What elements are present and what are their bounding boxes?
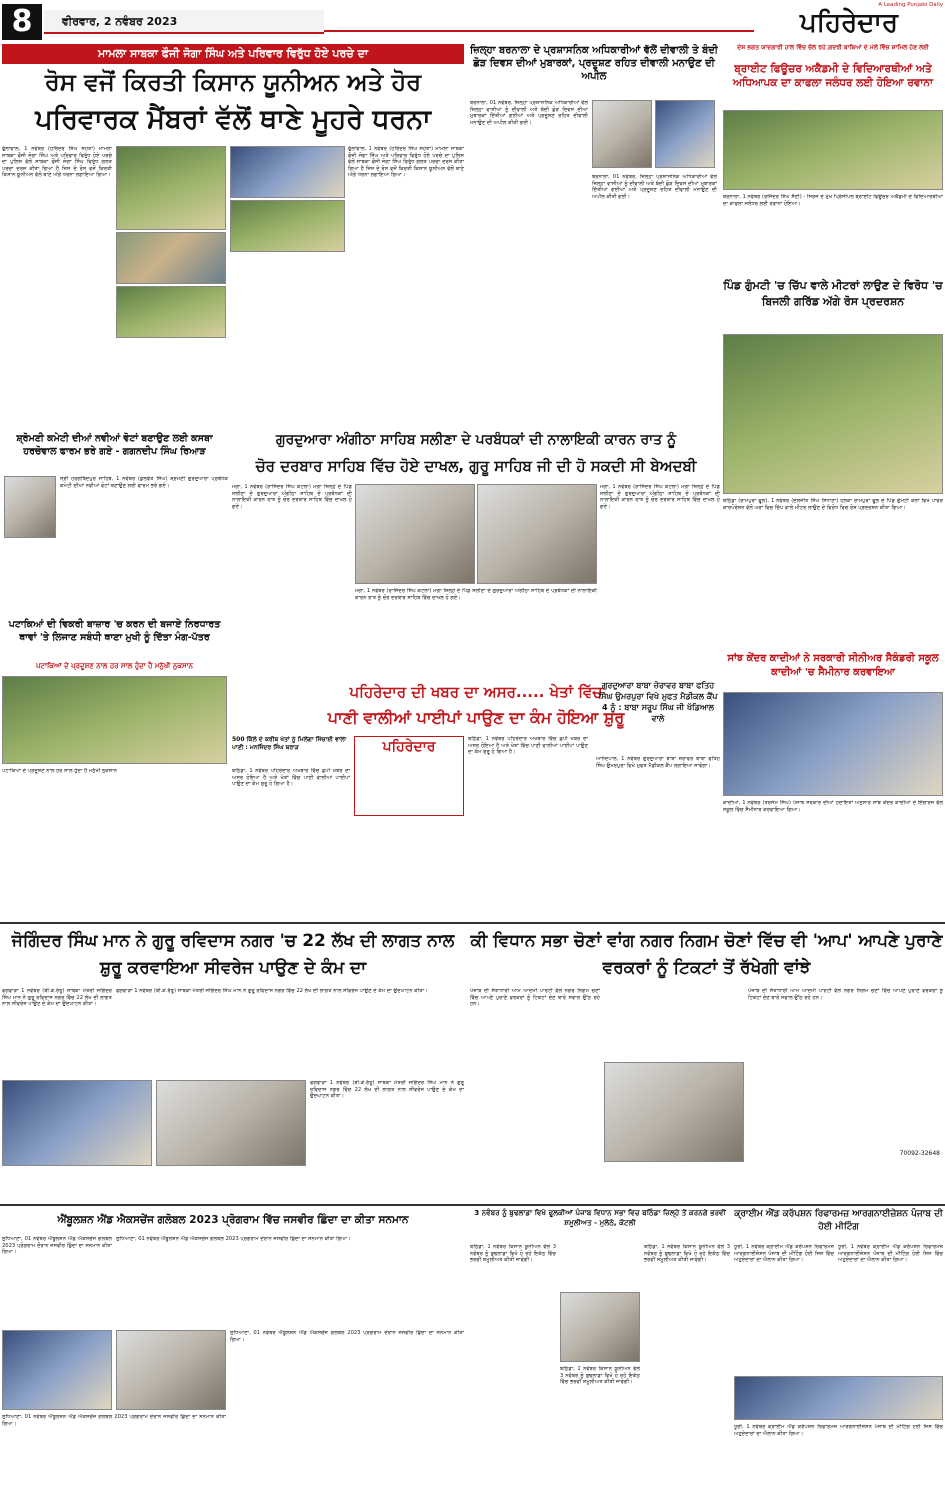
lead-photo-2 [116, 232, 226, 284]
crackers-subhead: ਪਟਾਕਿਆਂ ਦੇ ਪ੍ਰਦੂਸ਼ਣ ਨਾਲ ਹਰ ਸਾਲ ਹੁੰਦਾ ਹੈ ਮਨੁੱਖੀ ਨੁਕਸਾਨ [35, 662, 194, 670]
jaginder-photo-1 [2, 1080, 152, 1166]
aap-headline: ਕੀ ਵਿਧਾਨ ਸਭਾ ਚੋਣਾਂ ਵਾਂਗ ਨਗਰ ਨਿਗਮ ਚੋਣਾਂ ਵਿੱਚ ਵੀ 'ਆਪ' ਆਪਣੇ ਪੁਰਾਣੇ ਵਰਕਰਾਂ ਨੂੰ ਟਿਕਟਾਂ ਤੋਂ ਰੱਖੇਗੀ ਵਾਂਝੇ [470, 931, 943, 978]
page-number-text: 8 [11, 4, 33, 39]
jaginder-body: ਫਗਵਾੜਾ 1 ਨਵੰਬਰ (ਬੀ.ਕੇ.ਰੱਤੂ) ਸਾਬਕਾ ਮੰਤਰੀ ਜੋਗਿੰਦਰ ਸਿੰਘ ਮਾਨ ਨੇ ਗੁਰੂ ਰਵਿਦਾਸ ਨਗਰ ਵਿੱਚ 22 ਲੱਖ ਦੀ ਲਾਗਤ ਨਾਲ ਸੀਵਰੇਜ ਪਾਉਣ ਦੇ ਕੰਮ ਦਾ ਉਦਘਾਟਨ ਕੀਤਾ। [2, 988, 112, 1008]
crackers-photo [2, 676, 227, 764]
seminar-headline: ਸਾਂਝ ਕੇਂਦਰ ਕਾਦੀਆਂ ਨੇ ਸਰਕਾਰੀ ਸੀਨੀਅਰ ਸੈਕੰਡਰੀ ਸਕੂਲ ਕਾਦੀਆਂ 'ਚ ਸੈਮੀਨਾਰ ਕਰਵਾਇਆ [727, 653, 939, 678]
officer-photo-2 [655, 100, 715, 168]
lead-headline-1: ਰੋਸ ਵਜੋਂ ਕਿਰਤੀ ਕਿਸਾਨ ਯੂਨੀਅਨ ਅਤੇ ਹੋਰ [44, 68, 422, 96]
lead-photo-5 [230, 200, 345, 252]
aap-body-2: ਪੰਜਾਬ ਦੀ ਸੱਤਾਧਾਰੀ ਆਮ ਆਦਮੀ ਪਾਰਟੀ ਵੱਲੋਂ ਨਗਰ ਨਿਗਮ ਚੋਣਾਂ ਵਿੱਚ ਆਪਣੇ ਪੁਰਾਣੇ ਵਰਕਰਾਂ ਨੂੰ ਟਿਕਟਾਂ ਦੇਣ ਬਾਰੇ ਸਵਾਲ ਉੱਠ ਰਹੇ ਹਨ। [748, 988, 943, 1001]
paper-name: ਪਹਿਰੇਦਾਰ [800, 8, 898, 38]
camp-headline: ਗੁਰਦੁਆਰਾ ਬਾਬਾ ਜ਼ੋਰਾਵਰ ਬਾਬਾ ਫਤਿਹ ਸਿੰਘ ਉਮਰਪੁਰਾ ਵਿਖੇ ਮੁਫਤ ਮੈਡੀਕਲ ਕੈਂਪ 4 ਨੂੰ : ਬਾਬਾ ਸਰੂਪ ਸਿੰਘ ਜੀ ਖੱਡਿਆਲ ਵਾਲੇ [598, 681, 718, 723]
aap-body: ਪੰਜਾਬ ਦੀ ਸੱਤਾਧਾਰੀ ਆਮ ਆਦਮੀ ਪਾਰਟੀ ਵੱਲੋਂ ਨਗਰ ਨਿਗਮ ਚੋਣਾਂ ਵਿੱਚ ਆਪਣੇ ਪੁਰਾਣੇ ਵਰਕਰਾਂ ਨੂੰ ਟਿਕਟਾਂ ਦੇਣ ਬਾਰੇ ਸਵਾਲ ਉੱਠ ਰਹੇ ਹਨ। [470, 988, 600, 1008]
ambulance-photo-1 [2, 1330, 112, 1410]
lead-photo-4 [230, 146, 345, 198]
gurdwara-headline-1: ਗੁਰਦੁਆਰਾ ਅੰਗੀਠਾ ਸਾਹਿਬ ਸਲੀਣਾ ਦੇ ਪਰਬੰਧਕਾਂ ਦੀ ਨਾਲਾਇਕੀ ਕਾਰਨ ਰਾਤ ਨੂੰ [275, 432, 677, 448]
flyer-title: ਪਹਿਰੇਦਾਰ [382, 739, 436, 755]
lead-body-1: ਫੁੱਲਾਂਵਾਲ, 1 ਨਵੰਬਰ (ਹਰਿੰਦਰ ਸਿੰਘ ਸਹੋਤਾ) ਮਾਮਲਾ ਸਾਬਕਾ ਫੌਜੀ ਜੋਗਾ ਸਿੰਘ ਅਤੇ ਪਰਿਵਾਰ ਵਿਰੁੱਧ ਹੋਏ ਪਰਚੇ ਦਾ ਪੁਲਿਸ ਵੱਲੋਂ ਸਾਬਕਾ ਫੌਜੀ ਜੋਗਾ ਸਿੰਘ ਵਿਰੁੱਧ ਗਲਤ ਪਰਚਾ ਦਰਜ ਕੀਤਾ ਗਿਆ ਹੈ ਜਿਸ ਦੇ ਰੋਸ ਵਜੋਂ ਕਿਰਤੀ ਕਿਸਾਨ ਯੂਨੀਅਨ ਵੱਲੋਂ ਥਾਣੇ ਅੱਗੇ ਧਰਨਾ ਲਗਾਇਆ ਗਿਆ। [2, 146, 112, 179]
dateline: ਵੀਰਵਾਰ, 2 ਨਵੰਬਰ 2023 [62, 15, 178, 28]
protest-body: ਬਠਿੰਡਾ (ਰਾਮਪੁਰਾ ਫੂਲ), 1 ਨਵੰਬਰ (ਦਲਜੀਤ ਸਿੰਘ ਸਿਧਾਣਾ) ਹਲਕਾ ਰਾਮਪੁਰਾ ਫੂਲ ਦੇ ਪਿੰਡ ਗੁੰਮਟੀ ਕਲਾਂ ਵਿਖੇ ਪਾਵਰ ਕਾਰਪੋਰੇਸ਼ਨ ਵੱਲੋਂ ਘਰਾਂ ਵਿਚ ਚਿੱਪ ਵਾਲੇ ਮੀਟਰ ਲਾਉਣ ਦੇ ਵਿਰੋਧ ਵਿਚ ਰੋਸ ਪ੍ਰਦਰਸ਼ਨ ਕੀਤਾ ਗਿਆ। [723, 498, 943, 511]
ambulance-headline: ਐਂਬੂਲਸ਼ਨ ਐਂਡ ਐਕਸਚੇਂਜ ਗਲੋਬਲ 2023 ਪ੍ਰੋਗਰਾਮ ਵਿੱਚ ਜਸਵੀਰ ਛਿੰਦਾ ਦਾ ਕੀਤਾ ਸਨਮਾਨ [57, 1214, 409, 1226]
lead-body-2: ਫੁੱਲਾਂਵਾਲ, 1 ਨਵੰਬਰ (ਹਰਿੰਦਰ ਸਿੰਘ ਸਹੋਤਾ) ਮਾਮਲਾ ਸਾਬਕਾ ਫੌਜੀ ਜੋਗਾ ਸਿੰਘ ਅਤੇ ਪਰਿਵਾਰ ਵਿਰੁੱਧ ਹੋਏ ਪਰਚੇ ਦਾ ਪੁਲਿਸ ਵੱਲੋਂ ਸਾਬਕਾ ਫੌਜੀ ਜੋਗਾ ਸਿੰਘ ਵਿਰੁੱਧ ਗਲਤ ਪਰਚਾ ਦਰਜ ਕੀਤਾ ਗਿਆ ਹੈ ਜਿਸ ਦੇ ਰੋਸ ਵਜੋਂ ਕਿਰਤੀ ਕਿਸਾਨ ਯੂਨੀਅਨ ਵੱਲੋਂ ਥਾਣੇ ਅੱਗੇ ਧਰਨਾ ਲਗਾਇਆ ਗਿਆ। [348, 146, 464, 179]
camp-body: ਆਨੰਦਪਾਲ, 1 ਨਵੰਬਰ ਗੁਰਦੁਆਰਾ ਬਾਬਾ ਜ਼ੋਰਾਵਰ ਬਾਬਾ ਫਤਿਹ ਸਿੰਘ ਉਮਰਪੁਰਾ ਵਿਖੇ ਮੁਫਤ ਮੈਡੀਕਲ ਕੈਂਪ ਲਗਾਇਆ ਜਾਵੇਗਾ। [596, 756, 720, 769]
impact-headline-2: ਪਾਣੀ ਵਾਲੀਆਂ ਪਾਈਪਾਂ ਪਾਉਣ ਦਾ ਕੰਮ ਹੋਇਆ ਸ਼ੁਰੂ [327, 708, 625, 727]
masthead-logo [755, 2, 943, 42]
gurdwara-headline-2: ਚੋਰ ਦਰਬਾਰ ਸਾਹਿਬ ਵਿੱਚ ਹੋਏ ਦਾਖਲ, ਗੁਰੂ ਸਾਹਿਬ ਜੀ ਦੀ ਹੋ ਸਕਦੀ ਸੀ ਬੇਅਦਬੀ [255, 457, 697, 475]
lead-photo-3 [116, 286, 226, 338]
dateline-bar [44, 10, 324, 34]
seminar-photo [723, 692, 943, 796]
ambulance-body: ਲੁਧਿਆਣਾ, 01 ਨਵੰਬਰ ਐਂਬੂਲਸ਼ਨ ਐਂਡ ਐਕਸਚੇਂਜ ਗਲੋਬਲ 2023 ਪ੍ਰੋਗਰਾਮ ਦੌਰਾਨ ਜਸਵੀਰ ਛਿੰਦਾ ਦਾ ਸਨਮਾਨ ਕੀਤਾ ਗਿਆ। [2, 1236, 112, 1256]
ambulance-body-2: ਲੁਧਿਆਣਾ, 01 ਨਵੰਬਰ ਐਂਬੂਲਸ਼ਨ ਐਂਡ ਐਕਸਚੇਂਜ ਗਲੋਬਲ 2023 ਪ੍ਰੋਗਰਾਮ ਦੌਰਾਨ ਜਸਵੀਰ ਛਿੰਦਾ ਦਾ ਸਨਮਾਨ ਕੀਤਾ ਗਿਆ। [116, 1236, 351, 1242]
academy-photo [723, 110, 943, 190]
seminar-body: ਕਾਦੀਆਂ, 1 ਨਵੰਬਰ (ਤਰਸੇਮ ਸਿੰਘ) ਪੰਜਾਬ ਸਰਕਾਰ ਦੀਆਂ ਹਦਾਇਤਾਂ ਅਨੁਸਾਰ ਸਾਂਝ ਕੇਂਦਰ ਕਾਦੀਆਂ ਦੇ ਇੰਚਾਰਜ ਵੱਲੋਂ ਸਕੂਲ ਵਿੱਚ ਸੈਮੀਨਾਰ ਕਰਵਾਇਆ ਗਿਆ। [723, 800, 943, 813]
right-kicker: ਦੇਸ਼ ਭਗਤ ਯਾਦਗਾਰੀ ਹਾਲ ਵਿੱਚ ਚੱਲ ਰਹੇ ਗ਼ਦਰੀ ਬਾਬਿਆਂ ਦੇ ਮੇਲੇ ਵਿੱਚ ਸ਼ਾਮਿਲ ਹੋਣ ਲਈ [737, 44, 929, 51]
impact-headline-1: ਪਹਿਰੇਦਾਰ ਦੀ ਖਬਰ ਦਾ ਅਸਰ..... ਖੇਤਾਂ ਵਿੱਚ [349, 683, 603, 701]
impact-subhead: 500 ਕਿੱਲੇ ਦੇ ਕਰੀਬ ਖੇਤਾਂ ਨੂੰ ਮਿਲੇਗਾ ਸਿੰਚਾਈ ਵਾਲਾ ਪਾਣੀ : ਮਨਜਿੰਦਰ ਸਿੰਘ ਬਰਾੜ [232, 736, 347, 751]
crime-photo [734, 1376, 943, 1420]
aap-cartoon [604, 1062, 744, 1162]
crime-headline: ਕ੍ਰਾਈਮ ਐਂਡ ਕਰੱਪਸ਼ਨ ਰਿਫਾਰਮਜ਼ ਆਰਗਨਾਈਜ਼ੇਸ਼ਨ ਪੰਜਾਬ ਦੀ ਹੋਈ ਮੀਟਿੰਗ [734, 1209, 943, 1232]
crackers-headline: ਪਟਾਕਿਆਂ ਦੀ ਵਿਕਰੀ ਬਾਜ਼ਾਰ 'ਚ ਕਰਨ ਦੀ ਬਜਾਏ ਨਿਰਧਾਰਤ ਥਾਵਾਂ 'ਤੇ ਲਿਜਾਣ ਸਬੰਧੀ ਥਾਣਾ ਮੁਖੀ ਨੂੰ ਦਿੱਤਾ ਮੰਗ-ਪੱਤਰ [8, 619, 221, 643]
meeting-body-2: ਬਠਿੰਡਾ, 1 ਨਵੰਬਰ ਕਿਸਾਨ ਯੂਨੀਅਨ ਵੱਲੋਂ 3 ਨਵੰਬਰ ਨੂੰ ਬੁਢਲਾਡਾ ਵਿਖੇ ਹੋ ਰਹੇ ਇਕੱਠ ਵਿੱਚ ਭਰਵੀਂ ਸ਼ਮੂਲੀਅਤ ਕੀਤੀ ਜਾਵੇਗੀ। [644, 1244, 730, 1264]
impact-body-2: ਬਠਿੰਡਾ, 1 ਨਵੰਬਰ ਪਹਿਰੇਦਾਰ ਅਖਬਾਰ ਵਿੱਚ ਛਪੀ ਖਬਰ ਦਾ ਅਸਰ ਹੋਇਆ ਹੈ ਅਤੇ ਖੇਤਾਂ ਵਿੱਚ ਪਾਣੀ ਵਾਲੀਆਂ ਪਾਈਪਾਂ ਪਾਉਣ ਦਾ ਕੰਮ ਸ਼ੁਰੂ ਹੋ ਗਿਆ ਹੈ। [468, 736, 588, 756]
district-body-2: ਬਰਨਾਲਾ, 01 ਨਵੰਬਰ, ਜ਼ਿਲ੍ਹਾ ਪ੍ਰਸ਼ਾਸਨਿਕ ਅਧਿਕਾਰੀਆਂ ਵੱਲੋਂ ਜ਼ਿਲ੍ਹਾ ਵਾਸੀਆਂ ਨੂੰ ਦੀਵਾਲੀ ਅਤੇ ਬੰਦੀ ਛੋੜ ਦਿਵਸ ਦੀਆਂ ਮੁਬਾਰਕਾਂ ਦਿੱਤੀਆਂ ਗਈਆਂ ਅਤੇ ਪ੍ਰਦੂਸ਼ਣ ਰਹਿਤ ਦੀਵਾਲੀ ਮਨਾਉਣ ਦੀ ਅਪੀਲ ਕੀਤੀ ਗਈ। [592, 174, 717, 200]
lead-photo-1 [116, 146, 226, 230]
jaginder-body-3: ਫਗਵਾੜਾ 1 ਨਵੰਬਰ (ਬੀ.ਕੇ.ਰੱਤੂ) ਸਾਬਕਾ ਮੰਤਰੀ ਜੋਗਿੰਦਰ ਸਿੰਘ ਮਾਨ ਨੇ ਗੁਰੂ ਰਵਿਦਾਸ ਨਗਰ ਵਿੱਚ 22 ਲੱਖ ਦੀ ਲਾਗਤ ਨਾਲ ਸੀਵਰੇਜ ਪਾਉਣ ਦੇ ਕੰਮ ਦਾ ਉਦਘਾਟਨ ਕੀਤਾ। [310, 1080, 464, 1100]
gurdwara-photo-2 [477, 484, 597, 584]
lead-headline-2: ਪਰਿਵਾਰਕ ਮੈਂਬਰਾਂ ਵੱਲੋਂ ਥਾਣੇ ਮੂਹਰੇ ਧਰਨਾ [35, 104, 431, 135]
protest-headline: ਪਿੰਡ ਗੁੰਮਟੀ 'ਚ ਚਿੱਪ ਵਾਲੇ ਮੀਟਰਾਂ ਲਾਉਣ ਦੇ ਵਿਰੋਧ 'ਚ ਬਿਜਲੀ ਗਰਿੱਡ ਅੱਗੇ ਰੋਸ ਪ੍ਰਦਰਸ਼ਨ [723, 279, 943, 308]
shiromani-photo [4, 476, 56, 538]
officer-photo-1 [592, 100, 652, 168]
flyer-box [354, 736, 464, 816]
tagline: A Leading Punjabi Daily [878, 2, 943, 8]
protest-photo [723, 334, 943, 494]
crime-body-2: ਧੂਰੀ, 1 ਨਵੰਬਰ ਕ੍ਰਾਈਮ ਐਂਡ ਕਰੱਪਸ਼ਨ ਰਿਫਾਰਮਜ਼ ਆਰਗਨਾਈਜ਼ੇਸ਼ਨ ਪੰਜਾਬ ਦੀ ਮੀਟਿੰਗ ਹੋਈ ਜਿਸ ਵਿੱਚ ਅਹੁਦੇਦਾਰਾਂ ਦਾ ਐਲਾਨ ਕੀਤਾ ਗਿਆ। [838, 1244, 943, 1264]
meeting-photo [560, 1292, 640, 1362]
impact-body: ਬਠਿੰਡਾ, 1 ਨਵੰਬਰ ਪਹਿਰੇਦਾਰ ਅਖਬਾਰ ਵਿੱਚ ਛਪੀ ਖਬਰ ਦਾ ਅਸਰ ਹੋਇਆ ਹੈ ਅਤੇ ਖੇਤਾਂ ਵਿੱਚ ਪਾਣੀ ਵਾਲੀਆਂ ਪਾਈਪਾਂ ਪਾਉਣ ਦਾ ਕੰਮ ਸ਼ੁਰੂ ਹੋ ਗਿਆ ਹੈ। [232, 768, 350, 788]
district-headline: ਜ਼ਿਲ੍ਹਾ ਬਰਨਾਲਾ ਦੇ ਪ੍ਰਸ਼ਾਸਨਿਕ ਅਧਿਕਾਰੀਆਂ ਵੱਲੋਂ ਦੀਵਾਲੀ ਤੇ ਬੰਦੀ ਛੋੜ ਦਿਵਸ ਦੀਆਂ ਮੁਬਾਰਕਾਂ, ਪ੍ਰਦੂਸ਼ਣ ਰਹਿਤ ਦੀਵਾਲੀ ਮਨਾਉਣ ਦੀ ਅਪੀਲ [470, 45, 718, 82]
shiromani-headline: ਸ਼੍ਰੋਮਣੀ ਕਮੇਟੀ ਦੀਆਂ ਨਵੀਆਂ ਵੋਟਾਂ ਬਣਾਉਣ ਲਈ ਕਸਬਾ ਹਰਚੋਵਾਲ ਫਾਰਮ ਭਰੇ ਗਏ - ਗਗਨਦੀਪ ਸਿੰਘ ਰਿਆੜ [16, 433, 213, 457]
ambulance-body-4: ਲੁਧਿਆਣਾ, 01 ਨਵੰਬਰ ਐਂਬੂਲਸ਼ਨ ਐਂਡ ਐਕਸਚੇਂਜ ਗਲੋਬਲ 2023 ਪ੍ਰੋਗਰਾਮ ਦੌਰਾਨ ਜਸਵੀਰ ਛਿੰਦਾ ਦਾ ਸਨਮਾਨ ਕੀਤਾ ਗਿਆ। [2, 1414, 226, 1427]
jaginder-headline: ਜੋਗਿੰਦਰ ਸਿੰਘ ਮਾਨ ਨੇ ਗੁਰੂ ਰਵਿਦਾਸ ਨਗਰ 'ਚ 22 ਲੱਖ ਦੀ ਲਾਗਤ ਨਾਲ ਸ਼ੁਰੂ ਕਰਵਾਇਆ ਸੀਵਰੇਜ ਪਾਉਣ ਦੇ ਕੰਮ ਦਾ [11, 931, 455, 978]
gurdwara-body-3: ਮੋਗਾ, 1 ਨਵੰਬਰ (ਰਾਜਿੰਦਰ ਸਿੰਘ ਕੋਟਲਾ) ਮੋਗਾ ਜ਼ਿਲ੍ਹੇ ਦੇ ਪਿੰਡ ਸਲੀਣਾ ਦੇ ਗੁਰਦੁਆਰਾ ਅੰਗੀਠਾ ਸਾਹਿਬ ਦੇ ਪ੍ਰਬੰਧਕਾਂ ਦੀ ਨਾਲਾਇਕੀ ਕਾਰਨ ਰਾਤ ਨੂੰ ਚੋਰ ਦਰਬਾਰ ਸਾਹਿਬ ਵਿੱਚ ਦਾਖਲ ਹੋ ਗਏ। [355, 588, 597, 601]
gurdwara-body: ਮੋਗਾ, 1 ਨਵੰਬਰ (ਰਾਜਿੰਦਰ ਸਿੰਘ ਕੋਟਲਾ) ਮੋਗਾ ਜ਼ਿਲ੍ਹੇ ਦੇ ਪਿੰਡ ਸਲੀਣਾ ਦੇ ਗੁਰਦੁਆਰਾ ਅੰਗੀਠਾ ਸਾਹਿਬ ਦੇ ਪ੍ਰਬੰਧਕਾਂ ਦੀ ਨਾਲਾਇਕੀ ਕਾਰਨ ਰਾਤ ਨੂੰ ਚੋਰ ਦਰਬਾਰ ਸਾਹਿਬ ਵਿੱਚ ਦਾਖਲ ਹੋ ਗਏ। [232, 484, 352, 510]
academy-body: ਬਰਨਾਲਾ, 1 ਨਵੰਬਰ (ਰਜਿੰਦਰ ਸਿੰਘ ਸੈਣੀ) - ਸਿਰਜ ਦੇ ਮੁੱਖ ਪ੍ਰਿੰਸੀਪਲ ਬ੍ਰਾਈਟ ਫਿਊਚਰ ਅਕੈਡਮੀ ਦੇ ਵਿਦਿਆਰਥੀਆਂ ਦਾ ਕਾਫਲਾ ਜਲੰਧਰ ਲਈ ਰਵਾਨਾ ਹੋਇਆ। [723, 194, 943, 207]
gurdwara-photo-1 [355, 484, 475, 584]
district-body: ਬਰਨਾਲਾ, 01 ਨਵੰਬਰ, ਜ਼ਿਲ੍ਹਾ ਪ੍ਰਸ਼ਾਸਨਿਕ ਅਧਿਕਾਰੀਆਂ ਵੱਲੋਂ ਜ਼ਿਲ੍ਹਾ ਵਾਸੀਆਂ ਨੂੰ ਦੀਵਾਲੀ ਅਤੇ ਬੰਦੀ ਛੋੜ ਦਿਵਸ ਦੀਆਂ ਮੁਬਾਰਕਾਂ ਦਿੱਤੀਆਂ ਗਈਆਂ ਅਤੇ ਪ੍ਰਦੂਸ਼ਣ ਰਹਿਤ ਦੀਵਾਲੀ ਮਨਾਉਣ ਦੀ ਅਪੀਲ ਕੀਤੀ ਗਈ। [470, 100, 588, 126]
masthead-rule [324, 30, 754, 32]
meeting-body-3: ਬਠਿੰਡਾ, 1 ਨਵੰਬਰ ਕਿਸਾਨ ਯੂਨੀਅਨ ਵੱਲੋਂ 3 ਨਵੰਬਰ ਨੂੰ ਬੁਢਲਾਡਾ ਵਿਖੇ ਹੋ ਰਹੇ ਇਕੱਠ ਵਿੱਚ ਭਰਵੀਂ ਸ਼ਮੂਲੀਅਤ ਕੀਤੀ ਜਾਵੇਗੀ। [560, 1366, 640, 1386]
aap-byline: 70092-32648 [899, 1150, 940, 1157]
jaginder-body-2: ਫਗਵਾੜਾ 1 ਨਵੰਬਰ (ਬੀ.ਕੇ.ਰੱਤੂ) ਸਾਬਕਾ ਮੰਤਰੀ ਜੋਗਿੰਦਰ ਸਿੰਘ ਮਾਨ ਨੇ ਗੁਰੂ ਰਵਿਦਾਸ ਨਗਰ ਵਿੱਚ 22 ਲੱਖ ਦੀ ਲਾਗਤ ਨਾਲ ਸੀਵਰੇਜ ਪਾਉਣ ਦੇ ਕੰਮ ਦਾ ਉਦਘਾਟਨ ਕੀਤਾ। [116, 988, 428, 994]
lead-kicker-text: ਮਾਮਲਾ ਸਾਬਕਾ ਫੌਜੀ ਜੋਗਾ ਸਿੰਘ ਅਤੇ ਪਰਿਵਾਰ ਵਿਰੁੱਧ ਹੋਏ ਪਰਚੇ ਦਾ [97, 47, 368, 60]
meeting-body: ਬਠਿੰਡਾ, 1 ਨਵੰਬਰ ਕਿਸਾਨ ਯੂਨੀਅਨ ਵੱਲੋਂ 3 ਨਵੰਬਰ ਨੂੰ ਬੁਢਲਾਡਾ ਵਿਖੇ ਹੋ ਰਹੇ ਇਕੱਠ ਵਿੱਚ ਭਰਵੀਂ ਸ਼ਮੂਲੀਅਤ ਕੀਤੀ ਜਾਵੇਗੀ। [470, 1244, 556, 1264]
crime-body-3: ਧੂਰੀ, 1 ਨਵੰਬਰ ਕ੍ਰਾਈਮ ਐਂਡ ਕਰੱਪਸ਼ਨ ਰਿਫਾਰਮਜ਼ ਆਰਗਨਾਈਜ਼ੇਸ਼ਨ ਪੰਜਾਬ ਦੀ ਮੀਟਿੰਗ ਹੋਈ ਜਿਸ ਵਿੱਚ ਅਹੁਦੇਦਾਰਾਂ ਦਾ ਐਲਾਨ ਕੀਤਾ ਗਿਆ। [734, 1424, 943, 1437]
academy-headline: ਬ੍ਰਾਈਟ ਫਿਊਚਰ ਅਕੈਡਮੀ ਦੇ ਵਿਦਿਆਰਥੀਆਂ ਅਤੇ ਅਧਿਆਪਕ ਦਾ ਕਾਫਲਾ ਜਲੰਧਰ ਲਈ ਹੋਇਆ ਰਵਾਨਾ [733, 63, 933, 89]
crime-body: ਧੂਰੀ, 1 ਨਵੰਬਰ ਕ੍ਰਾਈਮ ਐਂਡ ਕਰੱਪਸ਼ਨ ਰਿਫਾਰਮਜ਼ ਆਰਗਨਾਈਜ਼ੇਸ਼ਨ ਪੰਜਾਬ ਦੀ ਮੀਟਿੰਗ ਹੋਈ ਜਿਸ ਵਿੱਚ ਅਹੁਦੇਦਾਰਾਂ ਦਾ ਐਲਾਨ ਕੀਤਾ ਗਿਆ। [734, 1244, 834, 1264]
gurdwara-body-2: ਮੋਗਾ, 1 ਨਵੰਬਰ (ਰਾਜਿੰਦਰ ਸਿੰਘ ਕੋਟਲਾ) ਮੋਗਾ ਜ਼ਿਲ੍ਹੇ ਦੇ ਪਿੰਡ ਸਲੀਣਾ ਦੇ ਗੁਰਦੁਆਰਾ ਅੰਗੀਠਾ ਸਾਹਿਬ ਦੇ ਪ੍ਰਬੰਧਕਾਂ ਦੀ ਨਾਲਾਇਕੀ ਕਾਰਨ ਰਾਤ ਨੂੰ ਚੋਰ ਦਰਬਾਰ ਸਾਹਿਬ ਵਿੱਚ ਦਾਖਲ ਹੋ ਗਏ। [600, 484, 720, 510]
page-number [2, 4, 42, 40]
jaginder-photo-2 [156, 1080, 306, 1166]
ambulance-photo-2 [116, 1330, 226, 1410]
crackers-body: ਪਟਾਕਿਆਂ ਦੇ ਪ੍ਰਦੂਸ਼ਣ ਨਾਲ ਹਰ ਸਾਲ ਹੁੰਦਾ ਹੈ ਮਨੁੱਖੀ ਨੁਕਸਾਨ [2, 768, 117, 774]
shiromani-body: ਸ੍ਰੀ ਹਰਗੋਬਿੰਦਪੁਰ ਸਾਹਿਬ, 1 ਨਵੰਬਰ (ਕੁਲਵੰਤ ਸਿੰਘ) ਸ਼੍ਰੋਮਣੀ ਗੁਰਦੁਆਰਾ ਪ੍ਰਬੰਧਕ ਕਮੇਟੀ ਦੀਆਂ ਨਵੀਆਂ ਵੋਟਾਂ ਬਣਾਉਣ ਲਈ ਫਾਰਮ ਭਰੇ ਗਏ। [60, 476, 228, 489]
meeting-headline: 3 ਨਵੰਬਰ ਨੂੰ ਬੁਢਲਾਡਾ ਵਿਖੇ ਫੂਲਕੀਆਂ ਪੰਜਾਬ ਵਿਧਾਨ ਸਭਾ ਵਿਚ ਬਠਿੰਡਾ ਜ਼ਿਲ੍ਹੇ ਤੋਂ ਕਰਨਗੇ ਭਰਵੀਂ ਸ਼ਮੂਲੀਅਤ - ਮੁਲੇਠੇ, ਕੋਟਲੀ [474, 1208, 726, 1227]
lead-kicker [2, 44, 464, 64]
ambulance-body-3: ਲੁਧਿਆਣਾ, 01 ਨਵੰਬਰ ਐਂਬੂਲਸ਼ਨ ਐਂਡ ਐਕਸਚੇਂਜ ਗਲੋਬਲ 2023 ਪ੍ਰੋਗਰਾਮ ਦੌਰਾਨ ਜਸਵੀਰ ਛਿੰਦਾ ਦਾ ਸਨਮਾਨ ਕੀਤਾ ਗਿਆ। [230, 1330, 464, 1343]
